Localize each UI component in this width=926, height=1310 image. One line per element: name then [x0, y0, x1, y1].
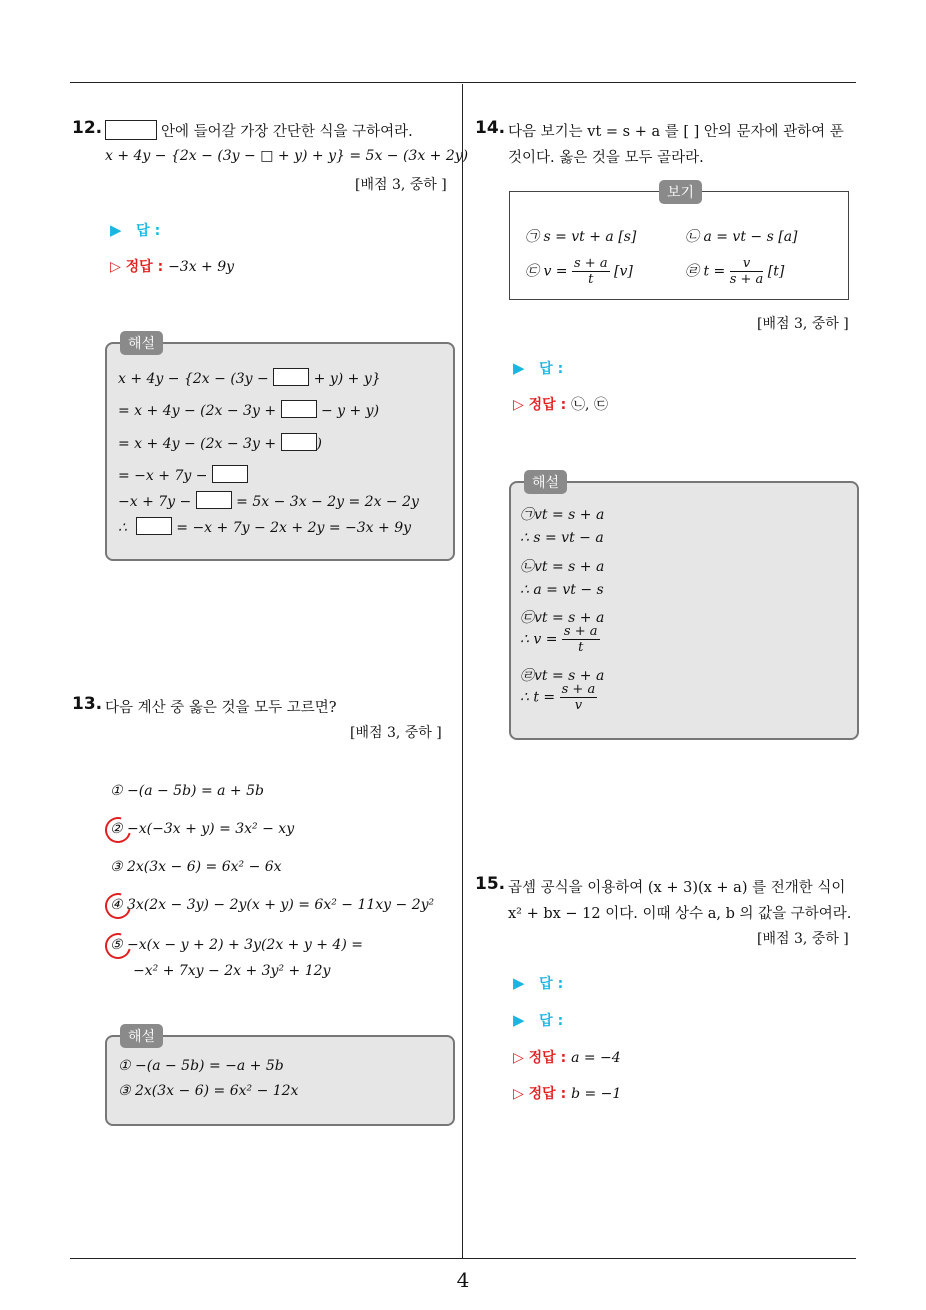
q14-explain-line: ㉠vt = s + a [520, 507, 605, 523]
q13-text: 다음 계산 중 옳은 것을 모두 고르면? [105, 700, 337, 716]
q14-explain-line: ㉣vt = s + a [520, 668, 605, 684]
answer-label: 답 : [136, 223, 161, 239]
q12-answer-row[interactable] [110, 220, 160, 240]
q12-explain-line: ∴ = −x + 7y − 2x + 2y = −3x + 9y [118, 517, 411, 536]
q15-answer-row-1[interactable] [513, 973, 563, 993]
q13-option-5-continued: −x² + 7xy − 2x + 3y² + 12y [133, 963, 331, 979]
q14-answer-row[interactable] [513, 358, 563, 378]
q14-score: [배점 3, 중하 ] [757, 316, 849, 332]
q15-number: 15. [475, 874, 506, 894]
q13-option-4[interactable]: ④ 3x(2x − 3y) − 2y(x + y) = 6x² − 11xy − 2y² [110, 897, 435, 913]
q14-explain-line: ∴ t = $\frac{s + a}{v}$ [520, 682, 596, 713]
q14-bogi-b: ㉡ a = vt − s [a] [685, 229, 798, 245]
q15-score: [배점 3, 중하 ] [757, 931, 849, 947]
q15-correct-value-b: b = −1 [571, 1086, 622, 1102]
q13-explain-line: ③ 2x(3x − 6) = 6x² − 12x [118, 1083, 299, 1099]
q12-explain-line: = x + 4y − (2x − 3y + ) [118, 433, 322, 452]
q13-number: 13. [72, 694, 103, 714]
q14-explain-line: ∴ v = $\frac{s + a}{t}$ [520, 624, 598, 655]
q14-bogi-d: ㉣ t = $\frac{v}{s + a}$ [t] [685, 256, 785, 287]
correct-triangle-icon: ▷ [513, 1086, 524, 1102]
q12-equation: x + 4y − {2x − (3y − □ + y) + y} = 5x − (3x + 2y) [105, 148, 469, 164]
q14-correct-row [513, 394, 608, 414]
bottom-rule [70, 1258, 856, 1259]
q13-score: [배점 3, 중하 ] [350, 725, 442, 741]
q14-bogi-tag: 보기 [659, 180, 702, 204]
q13-option-5[interactable]: ⑤ −x(x − y + 2) + 3y(2x + y + 4) = [110, 937, 363, 953]
q14-text-line1: 다음 보기는 vt = s + a 를 [ ] 안의 문자에 관하여 푼 [508, 124, 844, 140]
q15-correct-row-1 [513, 1047, 621, 1067]
top-rule [70, 82, 856, 83]
q12-explain-line: x + 4y − {2x − (3y − + y) + y} [118, 368, 381, 387]
page-number: 4 [456, 1268, 470, 1292]
q15-correct-row-2 [513, 1083, 621, 1103]
answer-triangle-icon: ▶ [513, 359, 525, 377]
q13-explain-line: ① −(a − 5b) = −a + 5b [118, 1058, 284, 1074]
q14-bogi-c: ㉢ v = $\frac{s + a}{t}$ [v] [525, 256, 633, 287]
q15-text-line1: 곱셈 공식을 이용하여 (x + 3)(x + a) 를 전개한 식이 [508, 880, 846, 896]
q14-number: 14. [475, 118, 506, 138]
answer-triangle-icon: ▶ [513, 974, 525, 992]
q14-explain-tag: 해설 [524, 470, 567, 494]
q12-explain-line: = −x + 7y − [118, 465, 248, 484]
q13-explain-tag: 해설 [120, 1024, 163, 1048]
q12-explain-tag: 해설 [120, 331, 163, 355]
q12-score: [배점 3, 중하 ] [355, 177, 447, 193]
q13-option-2[interactable]: ② −x(−3x + y) = 3x² − xy [110, 821, 295, 837]
q12-blank-box [105, 120, 157, 140]
q12-correct-value: −3x + 9y [168, 259, 235, 275]
correct-triangle-icon: ▷ [513, 1050, 524, 1066]
answer-triangle-icon: ▶ [110, 221, 122, 239]
q13-option-3[interactable]: ③ 2x(3x − 6) = 6x² − 6x [110, 859, 282, 875]
correct-label: 정답 : [528, 1086, 567, 1102]
q12-text: 안에 들어갈 가장 간단한 식을 구하여라. [161, 124, 413, 140]
q12-explain-line: = x + 4y − (2x − 3y + − y + y) [118, 400, 379, 419]
q14-correct-value: ㉡, ㉢ [571, 397, 608, 413]
q14-explain-line: ㉢vt = s + a [520, 610, 605, 626]
column-divider [462, 84, 463, 1259]
q12-number: 12. [72, 118, 103, 138]
correct-triangle-icon: ▷ [110, 259, 121, 275]
q12-explain-line: −x + 7y − = 5x − 3x − 2y = 2x − 2y [118, 491, 419, 510]
correct-label: 정답 : [125, 259, 164, 275]
answer-label: 답 : [539, 361, 564, 377]
answer-label: 답 : [539, 976, 564, 992]
answer-label: 답 : [539, 1013, 564, 1029]
q14-text-line2: 것이다. 옳은 것을 모두 골라라. [508, 150, 704, 166]
correct-triangle-icon: ▷ [513, 397, 524, 413]
q14-bogi-a: ㉠ s = vt + a [s] [525, 229, 637, 245]
q15-correct-value-a: a = −4 [571, 1050, 621, 1066]
correct-label: 정답 : [528, 397, 567, 413]
answer-triangle-icon: ▶ [513, 1011, 525, 1029]
q15-text-line2: x² + bx − 12 이다. 이때 상수 a, b 의 값을 구하여라. [508, 906, 852, 922]
q13-option-1[interactable]: ① −(a − 5b) = a + 5b [110, 783, 264, 799]
q13-explanation-box [105, 1035, 455, 1126]
q14-explain-line: ∴ s = vt − a [520, 530, 604, 546]
q15-answer-row-2[interactable] [513, 1010, 563, 1030]
correct-label: 정답 : [528, 1050, 567, 1066]
q14-explain-line: ㉡vt = s + a [520, 559, 605, 575]
q12-correct-row [110, 256, 234, 276]
q14-explain-line: ∴ a = vt − s [520, 582, 604, 598]
